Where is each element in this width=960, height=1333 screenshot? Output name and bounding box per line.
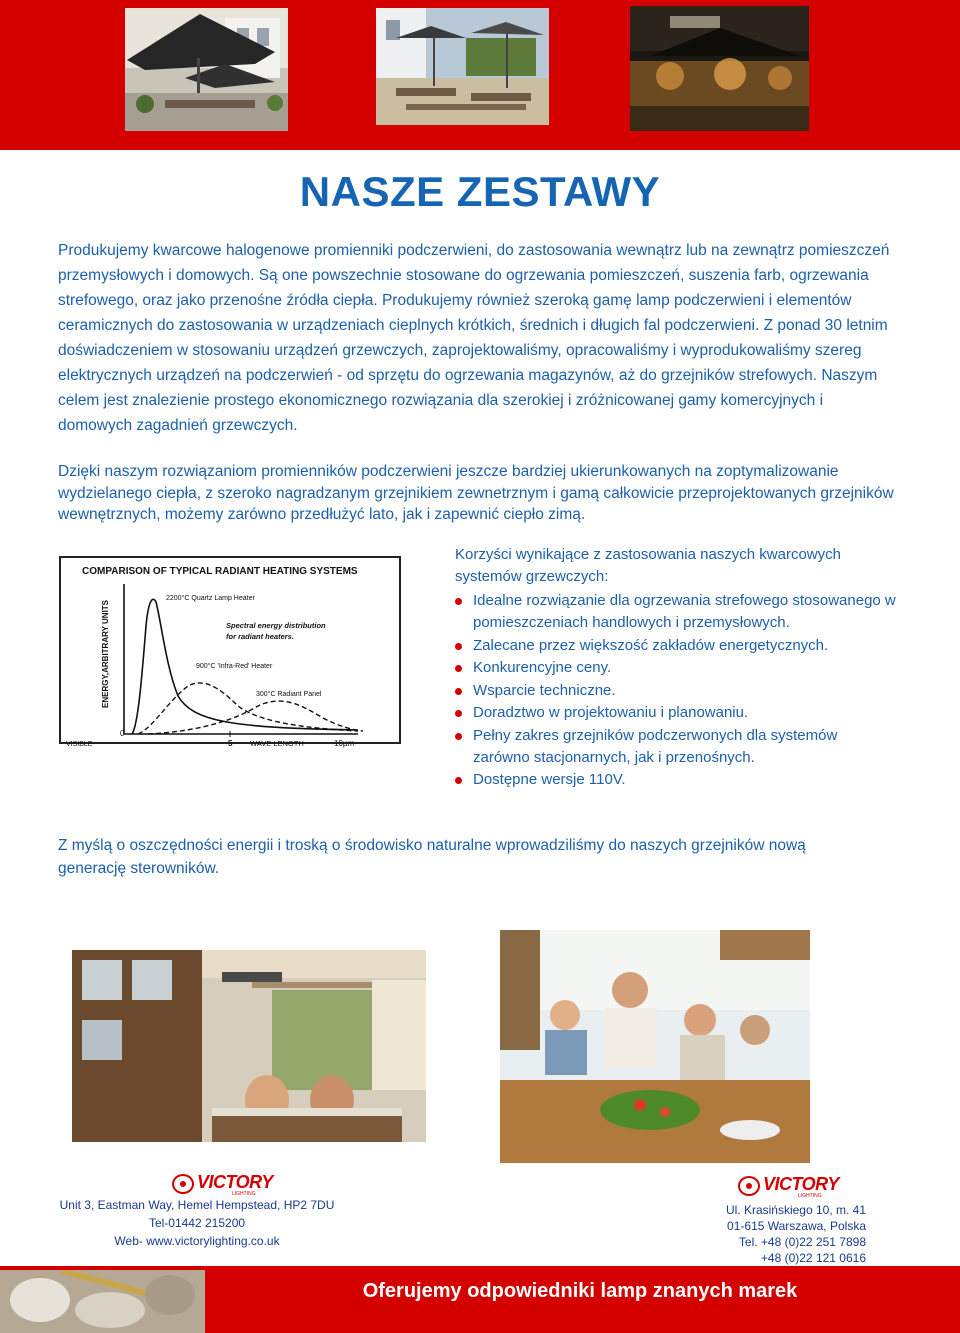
list-item: Wsparcie techniczne. <box>455 680 940 702</box>
chart-label-panel: 300°C Radiant Panel <box>256 691 322 698</box>
chart-label-spectral-2: for radiant heaters. <box>226 632 294 641</box>
list-item: Dostępne wersje 110V. <box>455 769 940 791</box>
list-item: Idealne rozwiązanie dla ogrzewania strefowego stosowanego w pomieszczeniach handlowych i przemysłowych. <box>455 590 940 634</box>
footer-uk-tel: Tel-01442 215200 <box>148 1216 246 1230</box>
victory-logo-right <box>738 1174 848 1198</box>
footer-address-pl <box>680 1202 866 1266</box>
page-title: NASZE ZESTAWY <box>299 168 661 215</box>
footer-pl-tel2: +48 (0)22 121 0616 <box>760 1251 866 1265</box>
photo-pergola-couple <box>72 950 426 1142</box>
benefits-section <box>455 544 940 792</box>
logo-emblem-dot <box>746 1183 752 1189</box>
list-item: Doradztwo w projektowaniu i planowaniu. <box>455 702 940 724</box>
footer-uk-web[interactable]: Web- www.victorylighting.co.uk <box>114 1234 280 1248</box>
closing-paragraph: Z myślą o oszczędności energii i troską o środowisko naturalne wprowadziliśmy do naszych grzejników nową generację sterowników. <box>58 837 806 877</box>
footer-uk-address: Unit 3, Eastman Way, Hemel Hempstead, HP2 7DU <box>59 1198 335 1212</box>
chart-tick-5: 5 <box>228 739 233 748</box>
header-photo-beer-garden <box>376 8 549 125</box>
benefits-list <box>455 590 940 791</box>
logo-subtext: LIGHTING <box>232 1191 256 1197</box>
bullet-dot <box>455 598 462 605</box>
benefits-heading: Korzyści wynikające z zastosowania naszych kwarcowych systemów grzewczych: <box>455 546 841 585</box>
chart-visible-label: VISIBLE <box>66 741 93 748</box>
footer-slogan: Oferujemy odpowiedniki lamp znanych marek <box>362 1280 798 1302</box>
bullet-dot <box>455 643 462 650</box>
logo-subtext: LIGHTING <box>798 1193 822 1199</box>
victory-logo-left <box>172 1172 282 1196</box>
list-item: Zalecane przez większość zakładów energetycznych. <box>455 635 940 657</box>
footer-pl-city: 01-615 Warszawa, Polska <box>727 1219 866 1233</box>
chart-title: COMPARISON OF TYPICAL RADIANT HEATING SYSTEMS <box>82 566 358 577</box>
footer-pl-address: Ul. Krasińskiego 10, m. 41 <box>725 1203 866 1217</box>
chart-y-axis-label: ENERGY,ARBITRARY UNITS <box>101 599 110 708</box>
chart-label-infrared: 900°C 'Infra-Red' Heater <box>196 663 273 670</box>
chart-x-axis-label: WAVE LENGTH <box>250 739 304 748</box>
photo-family-dinner <box>500 930 810 1163</box>
chart-tick-0: 0 <box>120 729 125 738</box>
bullet-dot <box>455 665 462 672</box>
logo-emblem-dot <box>180 1181 186 1187</box>
logo-text: VICTORY <box>763 1174 839 1194</box>
bullet-dot <box>455 777 462 784</box>
second-paragraph: Dzięki naszym rozwiązaniom promienników podczerwieni jeszcze bardziej ukierunkowanych na zoptymalizowanie wydzielanego ciepła, z szeroko nagradzanym grzejnikiem zewnetrznym i gamą całkowicie przeprojektowanych grzejników wewnętrznych, możemy zarówno przedłużyć lato, jak i zapewnić ciepło zimą. <box>58 463 894 523</box>
chart-label-quartz: 2200°C Quartz Lamp Heater <box>166 595 255 602</box>
footer-address-uk <box>58 1196 336 1250</box>
footer-pl-tel1: Tel. +48 (0)22 251 7898 <box>738 1235 866 1249</box>
intro-paragraph: Produkujemy kwarcowe halogenowe promienniki podczerwieni, do zastosowania wewnątrz lub na zewnątrz pomieszczeń przemysłowych i domowych. Są one powszechnie stosowane do ogrzewania pomieszczeń, suszenia farb, ogrzewania strefowego, oraz jako przenośne źródła ciepła. Produkujemy również szeroką gamę lamp podczerwieni i elementów ceramicznych do zastosowania w urządzeniach cieplnych krótkich, średnich i długich fal podczerwieni. Z ponad 30 letnim doświadczeniem w stosowaniu urządzeń grzewczych, zaprojektowaliśmy, opracowaliśmy i wyprodukowaliśmy szereg elektrycznych urządzeń na podczerwień - od sprzętu do ogrzewania magazynów, aż do grzejników strefowych. Naszym celem jest znalezienie prostego ekonomicznego rozwiązania dla szerokiej i zróżnicowanej gamy komercyjnych i domowych zagadnień grzewczych. <box>58 242 890 434</box>
list-item: Pełny zakres grzejników podczerwonych dla systemów zarówno stacjonarnych, jak i przenośnych. <box>455 725 873 769</box>
header-photo-night-terrace <box>630 6 809 131</box>
logo-text: VICTORY <box>197 1172 273 1192</box>
chart-label-spectral-1: Spectral energy distribution <box>226 621 326 630</box>
chart-tick-10: 10µm <box>334 739 355 748</box>
bullet-dot <box>455 710 462 717</box>
header-photo-umbrellas <box>125 8 288 131</box>
list-item: Konkurencyjne ceny. <box>455 657 940 679</box>
bullet-dot <box>455 688 462 695</box>
heating-comparison-chart <box>58 556 403 751</box>
bullet-dot <box>455 733 462 740</box>
footer-photo-lamps <box>0 1270 205 1333</box>
